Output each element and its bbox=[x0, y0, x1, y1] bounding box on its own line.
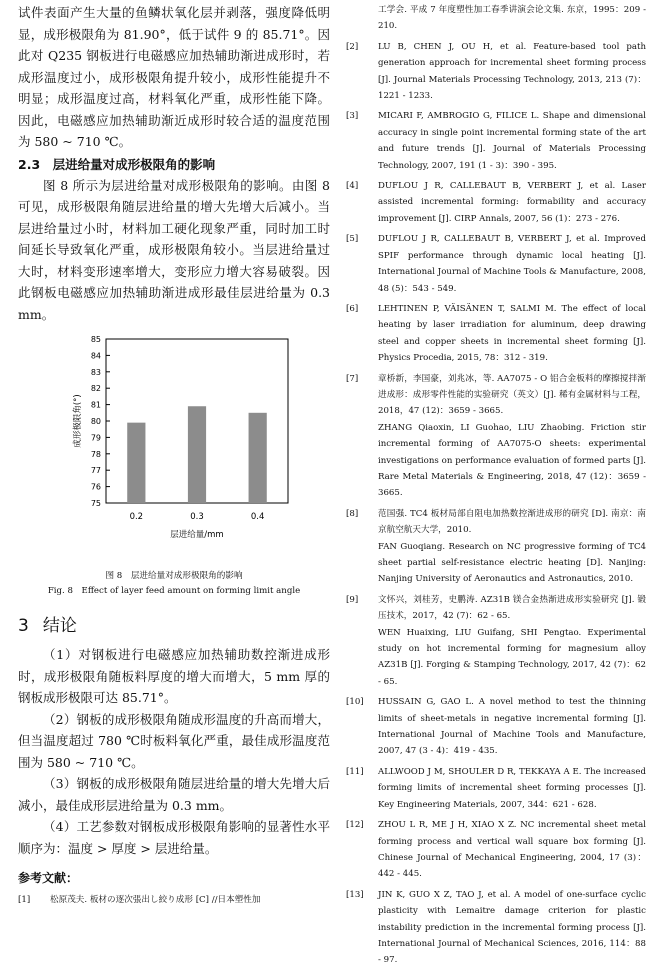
reference-number: [6] bbox=[346, 303, 359, 314]
reference-item bbox=[346, 887, 646, 969]
paragraph-temperature: 试件表面产生大量的鱼鳞状氧化层并剥落，强度降低明显，成形极限角为 81.90°，低于试件 9 的 85.71°。因此对 Q235 钢板进行电磁感应加热辅助渐进成形时，若成形温度过小，成形极限角提升较小，成形性能提升不明显；成形温度过高，材料氧化严重，成形性能下降。因此，电磁感应加热辅助渐近成形时较合适的温度范围为 580 ~ 710 ℃。 bbox=[18, 5, 330, 149]
figure-caption-en: Fig. 8 Effect of layer feed amount on forming limit angle bbox=[47, 586, 301, 596]
conclusion-2: （2）钢板的成形极限角随成形温度的升高而增大，但当温度超过 780 ℃时板料氧化严重，最佳成形温度范围为 580 ~ 710 ℃。 bbox=[18, 711, 330, 770]
reference-text: 工学会. 平成 7 年度塑性加工春季讲演会论文集. 东京，1995：209 - 210. bbox=[378, 5, 646, 32]
y-tick-label: 75 bbox=[90, 499, 101, 508]
reference-number: [5] bbox=[346, 234, 359, 245]
y-tick-label: 78 bbox=[90, 449, 101, 459]
y-tick-label: 76 bbox=[90, 482, 101, 492]
bar-0-3 bbox=[188, 406, 206, 503]
right-column bbox=[346, 2, 646, 969]
reference-item bbox=[346, 817, 646, 883]
reference-item bbox=[346, 694, 646, 760]
x-axis-label: 层进给量/mm bbox=[170, 530, 224, 540]
reference-item bbox=[346, 506, 646, 588]
references-heading: 参考文献： bbox=[18, 871, 79, 885]
reference-text: LU B, CHEN J, OU H, et al. Feature-based tool path generation approach for incremental sheet forming process [J]. Journal Materials Processing Technology, 2013, 213 (7)：1221 - 1233. bbox=[378, 41, 646, 102]
reference-text: 范国强. TC4 板材局部自阻电加热数控渐进成形的研究 [D]. 南京：南京航空航天大学，2010. FAN Guoqiang. Research on NC progressive forming of TC4 sheet partial self-resistance electric heating [D]. Nanjing: Nanjing University of Aeronautics and Astronautics, 2010. bbox=[378, 508, 646, 585]
reference-1-continued bbox=[346, 2, 646, 35]
reference-text: DUFLOU J R, CALLEBAUT B, VERBERT J, et al. Improved SPIF performance through dynamic local heating [J]. International Journal of Machine Tools & Manufacture, 2008, 48 (5)：543 - 549. bbox=[378, 234, 646, 294]
reference-number: [4] bbox=[346, 181, 359, 192]
reference-number: [12] bbox=[346, 820, 364, 831]
y-tick-label: 84 bbox=[90, 351, 101, 361]
reference-text: MICARI F, AMBROGIO G, FILICE L. Shape and dimensional accuracy in single point incremental forming state of the art and future trends [J]. Journal of Materials Processing Technology, 2007, 191 (1 - 3)：390 - 395. bbox=[378, 111, 646, 171]
conclusion-1: （1）对钢板进行电磁感应加热辅助数控渐进成形时，成形极限角随板料厚度的增大而增大，5 mm 厚的钢板成形极限可达 85.71°。 bbox=[18, 647, 330, 705]
reference-text: ALLWOOD J M, SHOULER D R, TEKKAYA A E. The increased forming limits of incremental sheet forming processes [J]. Key Engineering Materials, 2007, 344：621 - 628. bbox=[378, 766, 646, 810]
reference-item bbox=[346, 178, 646, 227]
reference-text: 章桥新，李国豪，刘兆冰，等. AA7075 - O 铝合金板料的摩擦搅拌渐进成形：成形零件性能的实验研究（英文）[J]. 稀有金属材料与工程，2018，47 (12)：3659 - 3665. ZHANG Qiaoxin, LI Guohao, LIU Zhaobing. Friction stir incremental forming of AA7075-O sheets: experimental investigations on performance evaluation of formed parts [J]. Rare Metal Materials & Engineering, 2018, 47 (12)：3659 - 3665. bbox=[378, 373, 646, 499]
reference-number: [10] bbox=[346, 697, 364, 708]
reference-item bbox=[346, 301, 646, 367]
reference-text: 松原茂夫. 板材の逐次張出し絞り成形 [C] //日本塑性加 bbox=[50, 895, 261, 905]
reference-number: [2] bbox=[346, 41, 359, 52]
chart-labels bbox=[72, 335, 264, 540]
reference-number: [1] bbox=[18, 895, 31, 905]
y-tick-label: 80 bbox=[90, 417, 101, 426]
bar-0-4 bbox=[249, 413, 267, 503]
bar-0-2 bbox=[127, 423, 145, 503]
reference-text: DUFLOU J R, CALLEBAUT B, VERBERT J, et al. Laser assisted incremental forming: formability and accuracy improvement [J]. CIRP Annals, 2007, 56 (1)：273 - 276. bbox=[378, 181, 646, 224]
x-tick-label: 0.2 bbox=[129, 512, 144, 522]
conclusion-3: （3）钢板的成形极限角随层进给量的增大先增大后减小，最佳成形层进给量为 0.3 mm。 bbox=[18, 776, 330, 813]
reference-text: HUSSAIN G, GAO L. A novel method to test the thinning limits of sheet-metals in negative incremental forming [J]. International Journal of Machine Tools and Manufacture, 2007, 47 (3 - 4)：419 - 435. bbox=[378, 697, 646, 757]
y-tick-label: 79 bbox=[90, 433, 101, 443]
section-3-heading bbox=[18, 611, 330, 636]
reference-item bbox=[346, 39, 646, 105]
reference-number: [11] bbox=[346, 766, 364, 777]
reference-item bbox=[346, 231, 646, 297]
reference-number: [3] bbox=[346, 111, 359, 122]
y-tick-label: 83 bbox=[90, 367, 101, 377]
reference-number: [7] bbox=[346, 373, 359, 384]
section-2-3-heading: 2.3 层进给量对成形极限角的影响 bbox=[18, 156, 216, 172]
y-tick-label: 82 bbox=[90, 384, 101, 394]
section-3-number: 3 bbox=[18, 616, 29, 636]
figure-caption-cn: 图 8 层进给量对成形极限角的影响 bbox=[105, 571, 243, 581]
reference-number: [9] bbox=[346, 594, 359, 605]
chart-bars bbox=[127, 406, 267, 503]
reference-text: ZHOU L R, ME J H, XIAO X Z. NC incremental sheet metal forming process and vertical wall square box forming [J]. Chinese Journal of Mechanical Engineering, 2004, 17 (3)：442 - 445. bbox=[378, 820, 646, 880]
figure-8-chart bbox=[18, 333, 330, 565]
reference-list bbox=[346, 39, 646, 969]
paragraph-layer-feed: 图 8 所示为层进给量对成形极限角的影响。由图 8 可见，成形极限角随层进给量的增大先增大后减小。当层进给量过小时，材料加工硬化现象严重，同时加工时间延长导致氧化严重，成形极限角较小。当层进给量过大时，材料变形速率增大，变形应力增大容易破裂。因此钢板电磁感应加热辅助渐进成形最佳层进给量为 0.3 mm。 bbox=[18, 177, 330, 322]
left-column bbox=[18, 2, 330, 908]
x-tick-label: 0.4 bbox=[250, 512, 265, 522]
reference-number: [8] bbox=[346, 508, 359, 519]
reference-number: [13] bbox=[346, 889, 364, 900]
y-tick-label: 85 bbox=[90, 335, 101, 344]
reference-item bbox=[346, 371, 646, 502]
conclusion-4: （4）工艺参数对钢板成形极限角影响的显著性水平顺序为：温度 > 厚度 > 层进给量。 bbox=[18, 819, 330, 856]
reference-item bbox=[346, 108, 646, 174]
x-tick-label: 0.3 bbox=[190, 512, 204, 522]
reference-text: JIN K, GUO X Z, TAO J, et al. A model of one-surface cyclic plasticity with Lemaitre damage criterion for plastic instability prediction in the incremental forming process [J]. International Journal of Mechanical Sciences, 2016, 114：88 - 97. bbox=[378, 889, 646, 966]
reference-text: LEHTINEN P, VÄISÄNEN T, SALMI M. The effect of local heating by laser irradiation for aluminum, deep drawing steel and copper sheets in incremental sheet forming [J]. Physics Procedia, 2015, 78：312 - 319. bbox=[378, 303, 646, 364]
reference-item bbox=[346, 764, 646, 813]
y-tick-label: 77 bbox=[90, 466, 101, 476]
bar-chart bbox=[18, 333, 330, 565]
y-axis-label: 成形极限角(°) bbox=[73, 394, 83, 448]
reference-item bbox=[346, 592, 646, 690]
section-3-title: 结论 bbox=[42, 616, 77, 636]
reference-text: 文怀兴，刘桂芳，史鹏涛. AZ31B 镁合金热渐进成形实验研究 [J]. 锻压技术，2017，42 (7)：62 - 65. WEN Huaixing, LIU Guifang, SHI Pengtao. Experimental study on hot incremental forming for magnesium alloy AZ31B [J]. Forging & Stamping Technology, 2017, 42 (7)：62 - 65. bbox=[378, 594, 646, 687]
y-tick-label: 81 bbox=[90, 400, 101, 410]
reference-1 bbox=[18, 892, 330, 908]
